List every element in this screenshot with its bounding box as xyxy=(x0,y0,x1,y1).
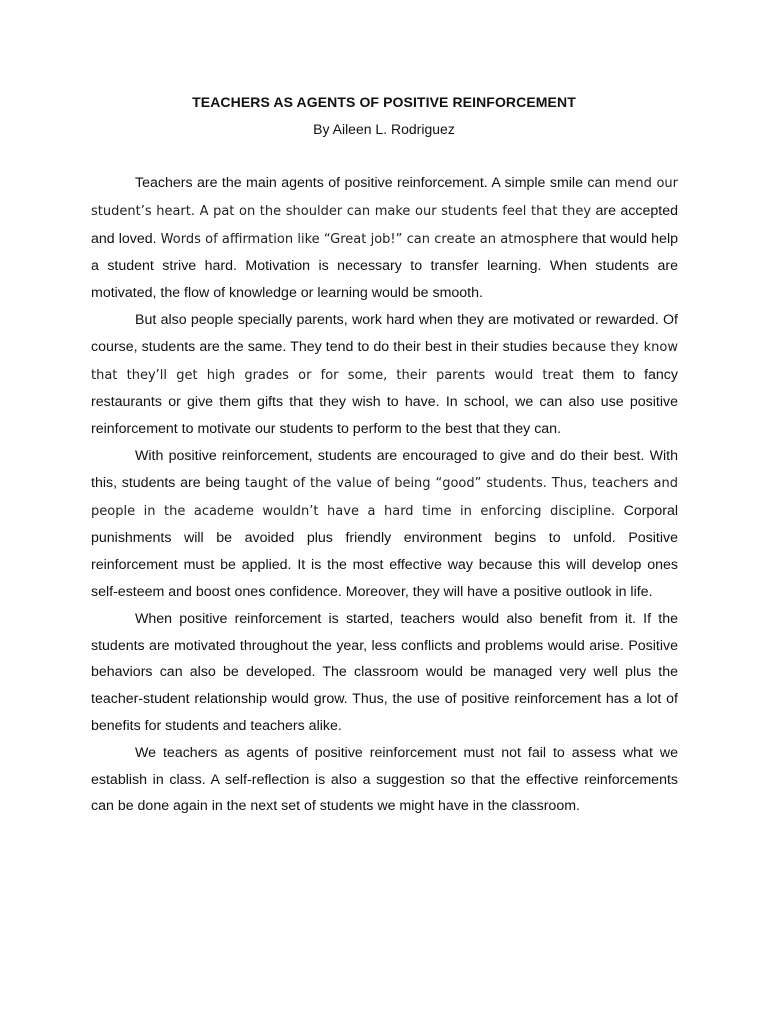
document-body xyxy=(91,170,678,820)
paragraph-4 xyxy=(91,606,678,740)
paragraph-3-segment-3: Corporal punishments will be avoided plus friendly environment begins to unfold. Positive reinforcement must be applied. It is the most effective way because this will develop ones self-esteem and boost ones confidence. Moreover, they will have a positive outlook in life. xyxy=(91,502,678,600)
paragraph-1-segment-3: are accepted and loved. xyxy=(91,202,678,247)
paragraph-1-segment-1: Teachers are the main agents of positive reinforcement. A simple smile can xyxy=(135,175,615,191)
paragraph-3-segment-2: taught of the value of being “good” students. Thus, teachers and people in the academe wouldn’t have a hard time in enforcing discipline. xyxy=(91,475,678,519)
paragraph-2-segment-2: because they know that they’ll get high grades or for some, their parents would treat xyxy=(91,339,678,383)
paragraph-1-segment-4: Words of affirmation like “Great job!” can create an atmosphere xyxy=(160,231,579,247)
paragraph-1 xyxy=(91,170,678,307)
paragraph-2-segment-1: But also people specially parents, work hard when they are motivated or rewarded. Of course, students are the same. They tend to do their best in their studies xyxy=(91,311,678,355)
paragraph-2-segment-3: them to fancy restaurants or give them gifts that they wish to have. In school, we can also use positive reinforcement to motivate our students to perform to the best that they can. xyxy=(91,366,678,438)
author-byline: By Aileen L. Rodriguez xyxy=(313,121,455,137)
paragraph-5-segment-1: We teachers as agents of positive reinforcement must not fail to assess what we establish in class. A self-reflection is also a suggestion so that the effective reinforcements can be done again in the next set of students we might have in the classroom. xyxy=(91,744,678,815)
paragraph-2 xyxy=(91,307,678,443)
paragraph-5 xyxy=(91,740,678,820)
paragraph-4-segment-1: When positive reinforcement is started, teachers would also benefit from it. If the students are motivated throughout the year, less conflicts and problems would arise. Positive behaviors can also be developed. The classroom would be managed very well plus the teacher-student relationship would grow. Thus, the use of positive reinforcement has a lot of benefits for students and teachers alike. xyxy=(91,610,678,734)
paragraph-1-segment-5: that would help a student strive hard. Motivation is necessary to transfer learning. When students are motivated, the flow of knowledge or learning would be smooth. xyxy=(91,230,678,302)
document-title: TEACHERS AS AGENTS OF POSITIVE REINFORCEMENT xyxy=(192,94,576,110)
paragraph-3-segment-1: With positive reinforcement, students are encouraged to give and do their best. With this, students are being xyxy=(91,447,678,491)
paragraph-3 xyxy=(91,443,678,606)
paragraph-1-segment-2: mend our student’s heart. A pat on the shoulder can make our students feel that they xyxy=(91,176,679,219)
